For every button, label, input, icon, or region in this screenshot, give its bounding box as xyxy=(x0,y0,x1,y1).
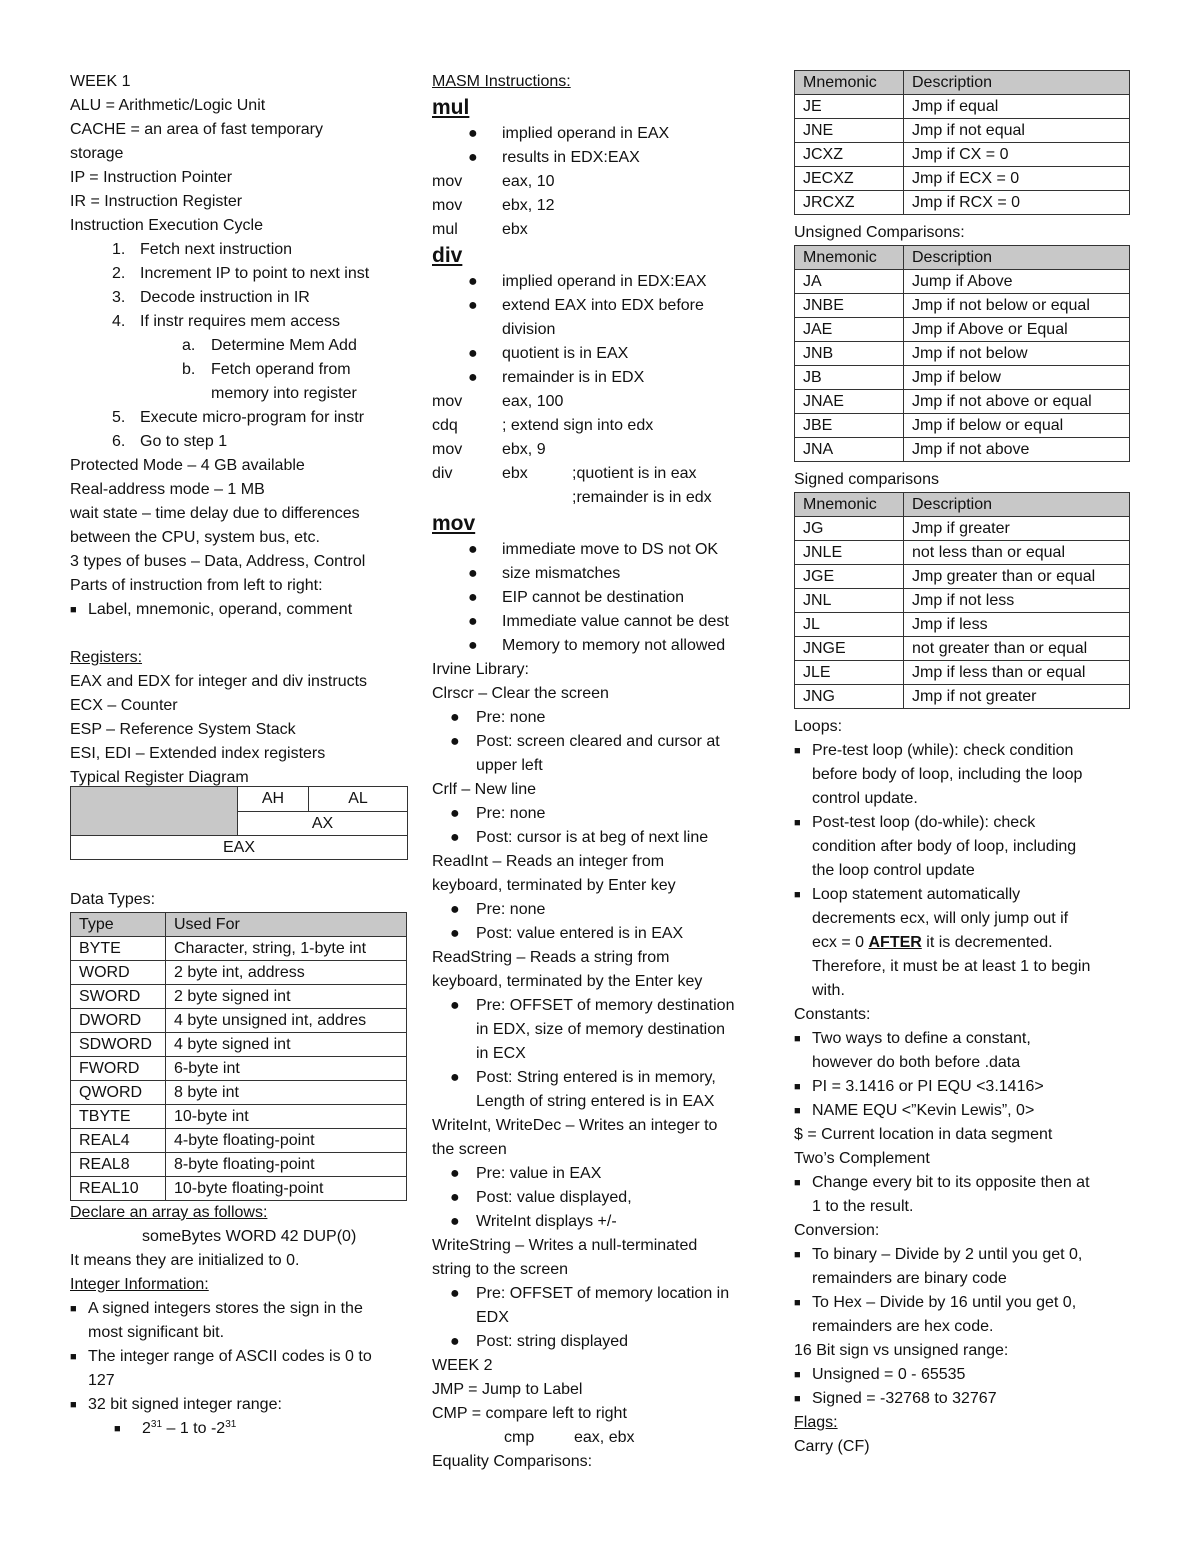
unsigned-title: Unsigned Comparisons: xyxy=(794,224,965,241)
table-cell-key: DWORD xyxy=(71,1009,166,1033)
table-row xyxy=(795,661,1130,685)
table-cell-value: Jmp if less than or equal xyxy=(904,661,1130,685)
signed-title: Signed comparisons xyxy=(794,471,939,488)
list-item: ■ Loop statement automatically xyxy=(794,883,1136,907)
list-item-cont: Therefore, it must be at least 1 to begin xyxy=(812,958,1091,975)
table-cell-value: Jmp if not equal xyxy=(904,119,1130,143)
irvine-title: Irvine Library: xyxy=(432,661,529,678)
mov-heading: mov xyxy=(432,512,476,535)
table-cell-key: REAL4 xyxy=(71,1129,166,1153)
table-row xyxy=(795,143,1130,167)
list-item-cont: upper left xyxy=(476,757,543,774)
table-cell-value: Jmp if below or equal xyxy=(904,414,1130,438)
clrscr-line: Clrscr – Clear the screen xyxy=(432,685,609,702)
table-row xyxy=(71,961,407,985)
datatypes-title: Data Types: xyxy=(70,891,156,908)
declare-code: someBytes WORD 42 DUP(0) xyxy=(142,1228,357,1245)
table-cell-key: REAL8 xyxy=(71,1153,166,1177)
table-row xyxy=(795,414,1130,438)
list-item: ● WriteInt displays +/- xyxy=(432,1210,770,1234)
code-line: cmp eax, ebx xyxy=(504,1429,635,1446)
table-cell-key: SWORD xyxy=(71,985,166,1009)
integer-info-title: Integer Information: xyxy=(70,1276,209,1293)
sub-list-item: b. Fetch operand from xyxy=(182,361,351,378)
unsigned-table xyxy=(794,245,1130,462)
code-line: mov ebx, 9 xyxy=(432,441,546,458)
table-cell-key: JNLE xyxy=(795,541,904,565)
wait-state-line: wait state – time delay due to differences xyxy=(70,505,360,522)
table-header-row xyxy=(795,493,1130,517)
table-header-row xyxy=(795,71,1130,95)
bullet-icon: ● xyxy=(450,1189,460,1206)
register-eax: EAX xyxy=(71,836,408,860)
table-cell-value: Jmp if below xyxy=(904,366,1130,390)
list-item: ■ The integer range of ASCII codes is 0 to xyxy=(70,1345,410,1369)
register-line: EAX and EDX for integer and div instructs xyxy=(70,673,368,690)
table-row xyxy=(71,1057,407,1081)
list-item-cont: decrements ecx, will only jump out if xyxy=(812,910,1069,927)
table-cell-key: JNE xyxy=(795,119,904,143)
loops-title: Loops: xyxy=(794,718,843,735)
code-line: mul ebx xyxy=(432,221,528,238)
table-row xyxy=(795,390,1130,414)
table-cell-key: JB xyxy=(795,366,904,390)
list-item: ■ Change every bit to its opposite then at xyxy=(794,1171,1136,1195)
register-ah: AH xyxy=(238,787,309,812)
register-line: ESI, EDI – Extended index registers xyxy=(70,745,326,762)
table-cell-value: 10-byte floating-point xyxy=(166,1177,407,1201)
table-cell-value: Jmp if not below or equal xyxy=(904,294,1130,318)
sub-list-item-cont: memory into register xyxy=(211,385,357,402)
table-cell-value: Character, string, 1-byte int xyxy=(166,937,407,961)
table-cell-value: Jmp if less xyxy=(904,613,1130,637)
column-header: Mnemonic xyxy=(795,246,904,270)
list-item: ● Pre: OFFSET of memory destination xyxy=(432,994,770,1018)
list-item: 1. Fetch next instruction xyxy=(112,241,293,258)
readstring-line-cont: keyboard, terminated by the Enter key xyxy=(432,973,703,990)
list-item: ■ 32 bit signed integer range: xyxy=(70,1393,410,1417)
table-row xyxy=(795,167,1130,191)
square-bullet-icon: ■ xyxy=(794,745,801,757)
bullet-icon: ● xyxy=(468,369,478,386)
list-item-cont: Length of string entered is in EAX xyxy=(476,1093,715,1110)
table-row xyxy=(71,937,407,961)
list-item-cont: 1 to the result. xyxy=(812,1198,914,1215)
register-blank-cell xyxy=(71,787,238,836)
cache-line: CACHE = an area of fast temporary xyxy=(70,121,323,138)
list-item-cont: with. xyxy=(812,982,845,999)
square-bullet-icon: ■ xyxy=(70,1399,77,1411)
list-item: ● quotient is in EAX xyxy=(432,342,770,366)
table-row xyxy=(795,294,1130,318)
cmp-line: CMP = compare left to right xyxy=(432,1405,627,1422)
list-item-cont: remainders are hex code. xyxy=(812,1318,994,1335)
bullet-icon: ● xyxy=(468,589,478,606)
table-row xyxy=(795,565,1130,589)
list-item-cont: the loop control update xyxy=(812,862,975,879)
table-cell-key: JNAE xyxy=(795,390,904,414)
table-header-row xyxy=(71,913,407,937)
list-item: ● implied operand in EAX xyxy=(432,122,770,146)
list-item: ● Post: value displayed, xyxy=(432,1186,770,1210)
register-diagram xyxy=(70,786,408,860)
datatypes-table xyxy=(70,912,407,1201)
table-cell-key: JCXZ xyxy=(795,143,904,167)
table-row xyxy=(795,318,1130,342)
list-item: 6. Go to step 1 xyxy=(112,433,228,450)
list-item: ● Post: cursor is at beg of next line xyxy=(432,826,770,850)
square-bullet-icon: ■ xyxy=(794,1105,801,1117)
table-cell-value: 2 byte int, address xyxy=(166,961,407,985)
equality-title: Equality Comparisons: xyxy=(432,1453,593,1470)
list-item-cont: in EDX, size of memory destination xyxy=(476,1021,725,1038)
register-line: ECX – Counter xyxy=(70,697,178,714)
list-item: ■ Signed = -32768 to 32767 xyxy=(794,1387,1136,1411)
column-1 xyxy=(70,70,410,1441)
spacer xyxy=(70,860,410,888)
table-cell-value: Jmp if greater xyxy=(904,517,1130,541)
cache-line-cont: storage xyxy=(70,145,124,162)
bullet-icon: ● xyxy=(468,125,478,142)
list-item: ● Pre: none xyxy=(432,898,770,922)
table-row xyxy=(71,1033,407,1057)
table-cell-key: QWORD xyxy=(71,1081,166,1105)
table-cell-value: 8 byte int xyxy=(166,1081,407,1105)
list-item-cont: most significant bit. xyxy=(88,1324,225,1341)
list-item: ● Pre: OFFSET of memory location in xyxy=(432,1282,770,1306)
list-item: 3. Decode instruction in IR xyxy=(112,289,310,306)
table-cell-key: BYTE xyxy=(71,937,166,961)
table-cell-key: JE xyxy=(795,95,904,119)
column-header: Type xyxy=(71,913,166,937)
signed-table xyxy=(794,492,1130,709)
register-ax: AX xyxy=(238,811,408,836)
table-cell-value: 2 byte signed int xyxy=(166,985,407,1009)
square-bullet-icon: ■ xyxy=(70,1303,77,1315)
table-cell-key: JLE xyxy=(795,661,904,685)
table-cell-key: JBE xyxy=(795,414,904,438)
table-cell-key: JNGE xyxy=(795,637,904,661)
register-diagram-title: Typical Register Diagram xyxy=(70,769,249,786)
table-row xyxy=(795,191,1130,215)
list-item: 4. If instr requires mem access xyxy=(112,313,341,330)
list-item: ● Pre: none xyxy=(432,802,770,826)
list-item-cont: remainders are binary code xyxy=(812,1270,1007,1287)
square-bullet-icon: ■ xyxy=(794,889,801,901)
table-cell-value: 4 byte signed int xyxy=(166,1033,407,1057)
square-bullet-icon: ■ xyxy=(794,1177,801,1189)
table-header-row xyxy=(795,246,1130,270)
twos-title: Two’s Complement xyxy=(794,1150,930,1167)
list-item: ● Post: value entered is in EAX xyxy=(432,922,770,946)
jmp-line: JMP = Jump to Label xyxy=(432,1381,583,1398)
bullet-icon: ● xyxy=(468,541,478,558)
list-item: ■ A signed integers stores the sign in the xyxy=(70,1297,410,1321)
table-cell-key: WORD xyxy=(71,961,166,985)
bullet-icon: ● xyxy=(450,1285,460,1302)
bullet-icon: ● xyxy=(450,997,460,1014)
list-item-cont: 127 xyxy=(88,1372,115,1389)
list-item: ● Pre: value in EAX xyxy=(432,1162,770,1186)
carry-flag-line: Carry (CF) xyxy=(794,1438,870,1455)
table-row xyxy=(71,1177,407,1201)
column-header: Mnemonic xyxy=(795,71,904,95)
list-item: ■ Label, mnemonic, operand, comment xyxy=(70,598,410,622)
table-cell-key: JNB xyxy=(795,342,904,366)
table-row xyxy=(71,1081,407,1105)
list-item: ● results in EDX:EAX xyxy=(432,146,770,170)
list-item: ● implied operand in EDX:EAX xyxy=(432,270,770,294)
bullet-icon: ● xyxy=(468,565,478,582)
list-item: ● Pre: none xyxy=(432,706,770,730)
table-cell-value: Jmp if not below xyxy=(904,342,1130,366)
table-cell-value: Jmp if CX = 0 xyxy=(904,143,1130,167)
table-cell-key: JNBE xyxy=(795,294,904,318)
bullet-icon: ● xyxy=(450,829,460,846)
bullet-icon: ● xyxy=(450,709,460,726)
table-cell-value: Jmp if not above or equal xyxy=(904,390,1130,414)
parts-line: Parts of instruction from left to right: xyxy=(70,577,323,594)
table-row xyxy=(795,589,1130,613)
table-row xyxy=(795,119,1130,143)
bullet-icon: ● xyxy=(468,149,478,166)
list-item-cont: EDX xyxy=(476,1309,509,1326)
square-bullet-icon: ■ xyxy=(794,817,801,829)
table-cell-value: 4 byte unsigned int, addres xyxy=(166,1009,407,1033)
table-cell-value: Jmp if not less xyxy=(904,589,1130,613)
table-cell-value: Jmp greater than or equal xyxy=(904,565,1130,589)
bullet-icon: ● xyxy=(450,1165,460,1182)
bullet-icon: ● xyxy=(468,613,478,630)
buses-line: 3 types of buses – Data, Address, Control xyxy=(70,553,366,570)
dollar-line: $ = Current location in data segment xyxy=(794,1126,1053,1143)
square-bullet-icon: ■ xyxy=(794,1369,801,1381)
cycle-title: Instruction Execution Cycle xyxy=(70,217,263,234)
div-heading: div xyxy=(432,244,463,267)
list-item-cont: in ECX xyxy=(476,1045,526,1062)
table-cell-value: Jmp if ECX = 0 xyxy=(904,167,1130,191)
code-line: cdq ; extend sign into edx xyxy=(432,417,654,434)
column-header: Description xyxy=(904,71,1130,95)
square-bullet-icon: ■ xyxy=(794,1033,801,1045)
table-cell-key: JL xyxy=(795,613,904,637)
register-line: ESP – Reference System Stack xyxy=(70,721,296,738)
list-item: ● Memory to memory not allowed xyxy=(432,634,770,658)
bullet-icon: ● xyxy=(450,1333,460,1350)
table-cell-key: JNG xyxy=(795,685,904,709)
table-cell-value: 8-byte floating-point xyxy=(166,1153,407,1177)
bullet-icon: ● xyxy=(468,637,478,654)
bullet-icon: ● xyxy=(468,273,478,290)
list-item: ● Post: String entered is in memory, xyxy=(432,1066,770,1090)
declare-note: It means they are initialized to 0. xyxy=(70,1252,300,1269)
list-item: 2. Increment IP to point to next inst xyxy=(112,265,370,282)
code-line: mov ebx, 12 xyxy=(432,197,555,214)
table-row xyxy=(795,685,1130,709)
mul-heading: mul xyxy=(432,96,470,119)
list-item-cont: before body of loop, including the loop xyxy=(812,766,1083,783)
table-cell-key: TBYTE xyxy=(71,1105,166,1129)
table-row xyxy=(795,95,1130,119)
table-cell-key: FWORD xyxy=(71,1057,166,1081)
table-cell-key: JECXZ xyxy=(795,167,904,191)
list-item: ● Post: screen cleared and cursor at xyxy=(432,730,770,754)
table-cell-key: JRCXZ xyxy=(795,191,904,215)
bullet-icon: ● xyxy=(450,805,460,822)
table-row xyxy=(795,517,1130,541)
table-cell-key: JNL xyxy=(795,589,904,613)
spacer xyxy=(70,622,410,646)
after-emphasis: AFTER xyxy=(868,934,922,951)
table-row xyxy=(795,438,1130,462)
square-bullet-icon: ■ xyxy=(70,1351,77,1363)
readstring-line: ReadString – Reads a string from xyxy=(432,949,670,966)
table-cell-value: Jmp if RCX = 0 xyxy=(904,191,1130,215)
list-item: ● remainder is in EDX xyxy=(432,366,770,390)
bullet-icon: ● xyxy=(450,1213,460,1230)
bullet-icon: ● xyxy=(450,1069,460,1086)
equality-table xyxy=(794,70,1130,215)
sub-list-item: ■ $2^{31} - 1$ to $-2^{31}$ xyxy=(70,1417,410,1441)
list-item: ● immediate move to DS not OK xyxy=(432,538,770,562)
list-item: ■ Pre-test loop (while): check condition xyxy=(794,739,1136,763)
square-bullet-icon: ■ xyxy=(114,1423,121,1435)
table-row xyxy=(795,613,1130,637)
column-header: Description xyxy=(904,246,1130,270)
square-bullet-icon: ■ xyxy=(70,604,77,616)
code-line: mov eax, 10 xyxy=(432,173,555,190)
code-line: ;remainder is in edx xyxy=(572,489,712,506)
writestring-line: WriteString – Writes a null-terminated xyxy=(432,1237,698,1254)
table-cell-key: REAL10 xyxy=(71,1177,166,1201)
week1-heading: WEEK 1 xyxy=(70,73,131,90)
conversion-title: Conversion: xyxy=(794,1222,880,1239)
column-2 xyxy=(432,70,770,1474)
square-bullet-icon: ■ xyxy=(794,1297,801,1309)
ip-line: IP = Instruction Pointer xyxy=(70,169,233,186)
table-cell-value: not greater than or equal xyxy=(904,637,1130,661)
table-cell-value: not less than or equal xyxy=(904,541,1130,565)
list-item: ■ To binary – Divide by 2 until you get 0, xyxy=(794,1243,1136,1267)
alu-line: ALU = Arithmetic/Logic Unit xyxy=(70,97,266,114)
table-cell-value: 10-byte int xyxy=(166,1105,407,1129)
range-title: 16 Bit sign vs unsigned range: xyxy=(794,1342,1009,1359)
protected-mode-line: Protected Mode – 4 GB available xyxy=(70,457,305,474)
column-header: Mnemonic xyxy=(795,493,904,517)
table-row xyxy=(795,637,1130,661)
table-cell-value: Jmp if not above xyxy=(904,438,1130,462)
table-row xyxy=(795,342,1130,366)
table-cell-value: 6-byte int xyxy=(166,1057,407,1081)
readint-line: ReadInt – Reads an integer from xyxy=(432,853,665,870)
code-line: div ebx ;quotient is in eax xyxy=(432,465,697,482)
table-row xyxy=(795,366,1130,390)
ir-line: IR = Instruction Register xyxy=(70,193,243,210)
table-row xyxy=(71,1153,407,1177)
list-item: ■ Unsigned = 0 - 65535 xyxy=(794,1363,1136,1387)
bullet-icon: ● xyxy=(450,925,460,942)
list-item: ■ PI = 3.1416 or PI EQU <3.1416> xyxy=(794,1075,1136,1099)
writeint-line-cont: the screen xyxy=(432,1141,507,1158)
bullet-icon: ● xyxy=(450,733,460,750)
bullet-icon: ● xyxy=(468,345,478,362)
table-row xyxy=(795,270,1130,294)
declare-title: Declare an array as follows: xyxy=(70,1204,268,1221)
table-cell-key: JAE xyxy=(795,318,904,342)
table-cell-key: JA xyxy=(795,270,904,294)
square-bullet-icon: ■ xyxy=(794,1393,801,1405)
writeint-line: WriteInt, WriteDec – Writes an integer to xyxy=(432,1117,718,1134)
list-item-cont: ecx = 0 AFTER it is decremented. xyxy=(812,934,1053,951)
square-bullet-icon: ■ xyxy=(794,1249,801,1261)
constants-title: Constants: xyxy=(794,1006,871,1023)
list-item: ■ Post-test loop (do-while): check xyxy=(794,811,1136,835)
list-item: 5. Execute micro-program for instr xyxy=(112,409,365,426)
list-item-cont: control update. xyxy=(812,790,918,807)
wait-state-line-cont: between the CPU, system bus, etc. xyxy=(70,529,320,546)
list-item-cont: however do both before .data xyxy=(812,1054,1021,1071)
masm-title: MASM Instructions: xyxy=(432,73,571,90)
table-row xyxy=(71,985,407,1009)
list-item: ■ NAME EQU <”Kevin Lewis”, 0> xyxy=(794,1099,1136,1123)
register-al: AL xyxy=(309,787,408,812)
table-row xyxy=(71,1009,407,1033)
table-cell-value: Jmp if not greater xyxy=(904,685,1130,709)
week2-heading: WEEK 2 xyxy=(432,1357,493,1374)
column-header: Used For xyxy=(166,913,407,937)
crlf-line: Crlf – New line xyxy=(432,781,537,798)
list-item: ● Post: string displayed xyxy=(432,1330,770,1354)
table-cell-key: JG xyxy=(795,517,904,541)
column-3 xyxy=(794,70,1136,1459)
table-cell-value: Jump if Above xyxy=(904,270,1130,294)
list-item: ■ Two ways to define a constant, xyxy=(794,1027,1136,1051)
list-item: ● size mismatches xyxy=(432,562,770,586)
table-cell-value: 4-byte floating-point xyxy=(166,1129,407,1153)
bullet-icon: ● xyxy=(468,297,478,314)
bullet-icon: ● xyxy=(450,901,460,918)
table-row xyxy=(71,1129,407,1153)
list-item: ● EIP cannot be destination xyxy=(432,586,770,610)
list-item-cont: division xyxy=(502,321,556,338)
list-item: ■ To Hex – Divide by 16 until you get 0, xyxy=(794,1291,1136,1315)
square-bullet-icon: ■ xyxy=(794,1081,801,1093)
registers-title: Registers: xyxy=(70,649,143,666)
real-address-line: Real-address mode – 1 MB xyxy=(70,481,265,498)
writestring-line-cont: string to the screen xyxy=(432,1261,569,1278)
table-row xyxy=(795,541,1130,565)
table-cell-key: JGE xyxy=(795,565,904,589)
code-line: mov eax, 100 xyxy=(432,393,564,410)
flags-title: Flags: xyxy=(794,1414,838,1431)
table-cell-value: Jmp if equal xyxy=(904,95,1130,119)
sub-list-item: a. Determine Mem Add xyxy=(182,337,357,354)
list-item: ● extend EAX into EDX before xyxy=(432,294,770,318)
list-item-cont: condition after body of loop, including xyxy=(812,838,1077,855)
table-cell-value: Jmp if Above or Equal xyxy=(904,318,1130,342)
table-cell-key: SDWORD xyxy=(71,1033,166,1057)
readint-line-cont: keyboard, terminated by Enter key xyxy=(432,877,676,894)
list-item: ● Immediate value cannot be dest xyxy=(432,610,770,634)
table-row xyxy=(71,1105,407,1129)
table-cell-key: JNA xyxy=(795,438,904,462)
column-header: Description xyxy=(904,493,1130,517)
